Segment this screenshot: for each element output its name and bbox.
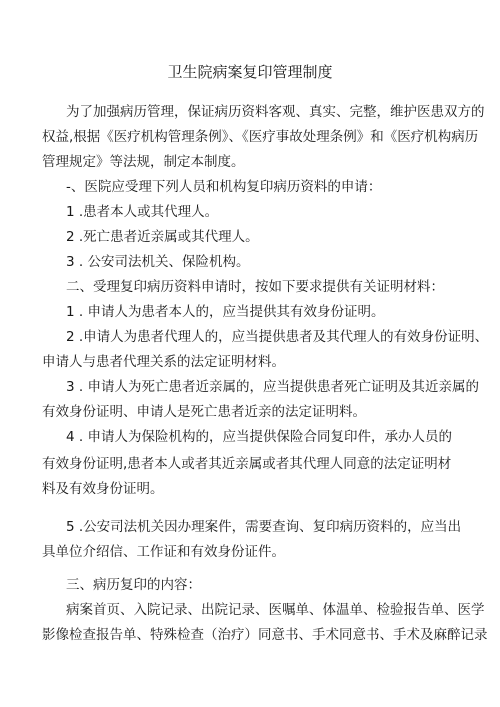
- section-heading: 二、受理复印病历资料申请时，按如下要求提供有关证明材料：: [66, 279, 444, 295]
- paragraph-line: 为了加强病历管理，保证病历资料客观、真实、完整，维护医患双方的: [66, 104, 485, 120]
- list-item: 1 . 申请人为患者本人的，应当提供其有效身份证明。: [66, 304, 385, 320]
- list-item: 4 . 申请人为保险机构的，应当提供保险合同复印件，承办人员的: [66, 429, 452, 445]
- list-item-continuation: 有效身份证明,患者本人或者其近亲属或者其代理人同意的法定证明材: [42, 456, 452, 472]
- section-heading: -、医院应受理下列人员和机构复印病历资料的申请：: [66, 179, 382, 195]
- section-heading: 三、病历复印的内容：: [66, 577, 201, 593]
- list-item: 2 .死亡患者近亲属或其代理人。: [66, 229, 259, 245]
- list-item-continuation: 申请人与患者代理关系的法定证明材料。: [42, 354, 285, 370]
- list-item-continuation: 有效身份证明、申请人是死亡患者近亲的法定证明料。: [42, 404, 366, 420]
- paragraph-line: 权益,根据《医疗机构管理条例》、《医疗事故处理条例》和《医疗机构病历: [42, 129, 479, 145]
- list-item-continuation: 料及有效身份证明。: [42, 481, 164, 497]
- list-item: 2 .申请人为患者代理人的，应当提供患者及其代理人的有效身份证明、: [66, 329, 489, 345]
- paragraph-line: 影像检查报告单、特殊检查（治疗）同意书、手术同意书、手术及麻醉记录: [42, 627, 488, 643]
- list-item: 5 .公安司法机关因办理案件，需要查询、复印病历资料的，应当出: [66, 519, 462, 535]
- list-item-continuation: 具单位介绍信、工作证和有效身份证件。: [42, 544, 285, 560]
- paragraph-line: 管理规定》等法规，制定本制度。: [42, 154, 245, 170]
- list-item: 3 . 申请人为死亡患者近亲属的，应当提供患者死亡证明及其近亲属的: [66, 379, 479, 395]
- list-item: 3 . 公安司法机关、保险机构。: [66, 254, 250, 270]
- paragraph-line: 病案首页、入院记录、出院记录、医嘱单、体温单、检验报告单、医学: [66, 602, 485, 618]
- document-title: 卫生院病案复印管理制度: [167, 63, 333, 81]
- list-item: 1 .患者本人或其代理人。: [66, 204, 219, 220]
